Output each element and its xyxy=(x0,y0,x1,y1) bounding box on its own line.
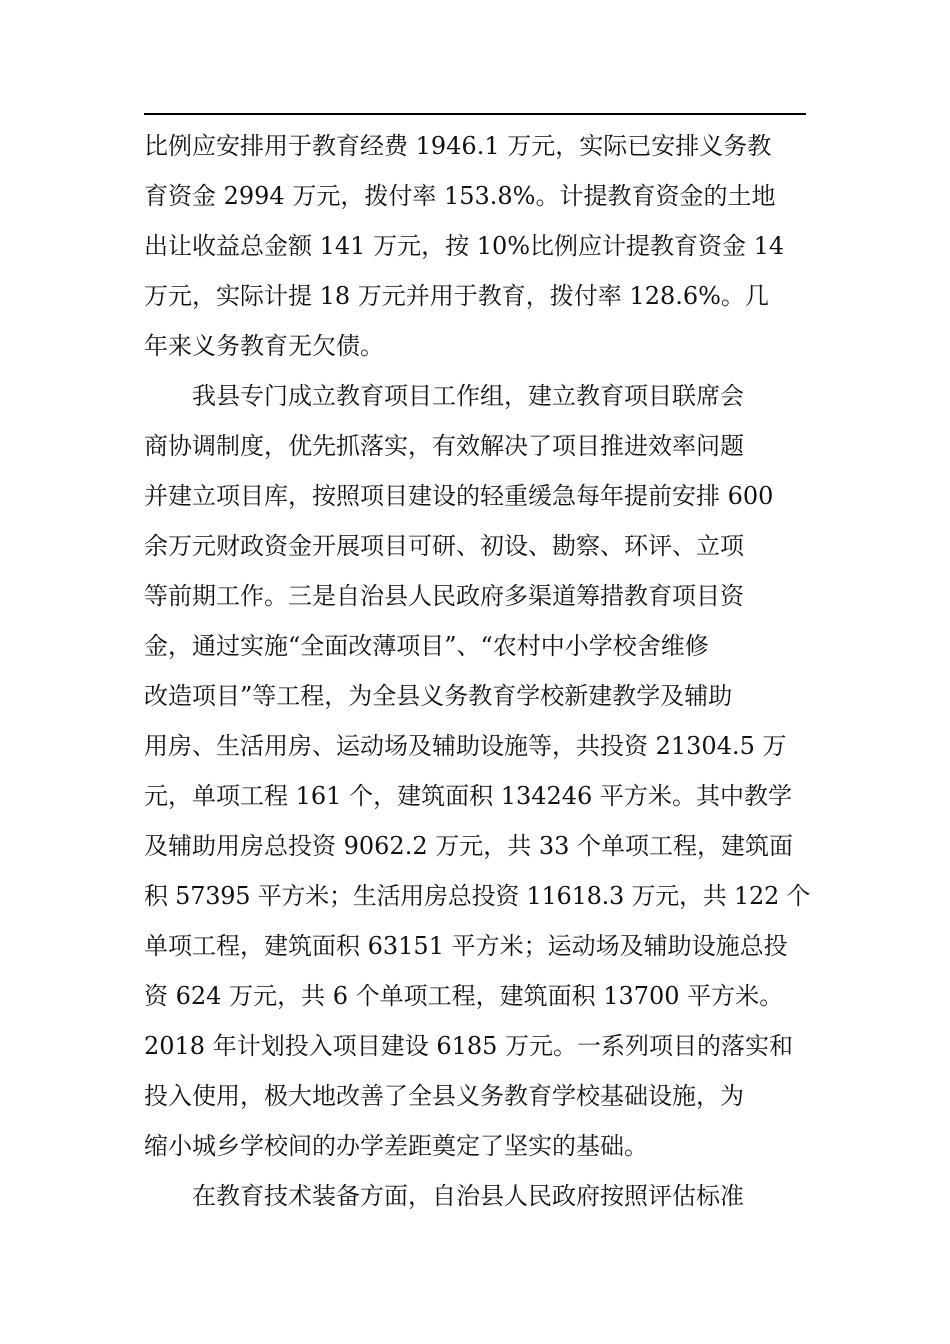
paragraph-first-line: 我县专门成立教育项目工作组，建立教育项目联席会 xyxy=(192,382,744,410)
text-line: 金，通过实施“全面改薄项目”、“农村中小学校舍维修 xyxy=(144,632,709,660)
text-line: 比例应安排用于教育经费 1946.1 万元，实际已安排义务教 xyxy=(144,132,772,160)
text-line: 缩小城乡学校间的办学差距奠定了坚实的基础。 xyxy=(144,1132,648,1160)
text-line: 2018 年计划投入项目建设 6185 万元。一系列项目的落实和 xyxy=(144,1032,794,1060)
text-line: 年来义务教育无欠债。 xyxy=(144,332,384,360)
text-line: 育资金 2994 万元，拨付率 153.8%。计提教育资金的土地 xyxy=(144,182,776,210)
text-line: 投入使用，极大地改善了全县义务教育学校基础设施，为 xyxy=(144,1082,744,1110)
text-line: 万元，实际计提 18 万元并用于教育，拨付率 128.6%。几 xyxy=(144,282,769,310)
text-line: 单项工程，建筑面积 63151 平方米；运动场及辅助设施总投 xyxy=(144,932,788,960)
text-line: 改造项目”等工程，为全县义务教育学校新建教学及辅助 xyxy=(144,682,733,710)
text-line: 余万元财政资金开展项目可研、初设、勘察、环评、立项 xyxy=(144,532,744,560)
paragraph-first-line: 在教育技术装备方面，自治县人民政府按照评估标准 xyxy=(192,1182,744,1210)
text-line: 及辅助用房总投资 9062.2 万元，共 33 个单项工程，建筑面 xyxy=(144,832,794,860)
text-line: 商协调制度，优先抓落实，有效解决了项目推进效率问题 xyxy=(144,432,744,460)
text-line: 积 57395 平方米；生活用房总投资 11618.3 万元，共 122 个 xyxy=(144,882,811,910)
text-line: 资 624 万元，共 6 个单项工程，建筑面积 13700 平方米。 xyxy=(144,982,784,1010)
text-line: 等前期工作。三是自治县人民政府多渠道筹措教育项目资 xyxy=(144,582,744,610)
text-line: 并建立项目库，按照项目建设的轻重缓急每年提前安排 600 xyxy=(144,482,774,510)
header-rule xyxy=(144,113,806,115)
text-line: 出让收益总金额 141 万元，按 10%比例应计提教育资金 14 xyxy=(144,232,785,260)
text-line: 用房、生活用房、运动场及辅助设施等，共投资 21304.5 万 xyxy=(144,732,787,760)
text-line: 元，单项工程 161 个，建筑面积 134246 平方米。其中教学 xyxy=(144,782,792,810)
